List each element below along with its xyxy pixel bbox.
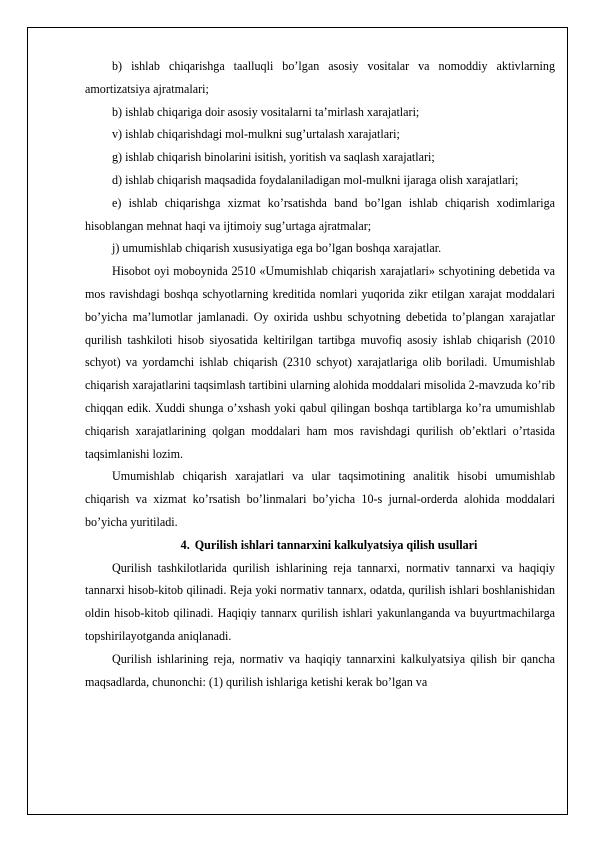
document-body [85,55,555,693]
section-number: 4. [180,537,190,552]
paragraph-analytic-accounting: Umumishlab chiqarish xarajatlari va ular taqsimotining analitik hisobi umumishlab chiqarish va xizmat ko’rsatish bo’linmalari bo’yicha 10-s jurnal-orderda alohida moddalari bo’yicha yuritiladi. [85,469,555,529]
list-item-insurance: v) ishlab chiqarishdagi mol-mulkni sug’urtalash xarajatlari; [112,127,400,142]
list-item-amortization: b) ishlab chiqarishga taalluqli bo’lgan asosiy vositalar va nomoddiy aktivlarning amortizatsiya ajratmalari; [85,59,555,96]
list-item-heating: g) ishlab chiqarish binolarini isitish, yoritish va saqlash xarajatlari; [112,150,435,165]
list-item-wages: e) ishlab chiqarishga xizmat ko’rsatishda band bo’lgan ishlab chiqarish xodimlariga hisoblangan mehnat haqi va ijtimoiy sug’urtaga ajratmalar; [85,195,555,233]
paragraph-calculation-purposes: Qurilish ishlarining reja, normativ va haqiqiy tannarxini kalkulyatsiya qilish bir qancha maqsadlarda, chunonchi: (1) qurilish ishlariga ketishi kerak bo’lgan va [85,651,555,689]
list-item-rent: d) ishlab chiqarish maqsadida foydalaniladigan mol-mulkni ijaraga olish xarajatlari; [112,172,519,187]
paragraph-cost-types: Qurilish tashkilotlarida qurilish ishlarining reja tannarxi, normativ tannarxi va haqiqiy tannarxi hisob-kitob qilinadi. Reja yoki normativ tannarx, odatda, qurilish ishlari boshlanishidan oldin hisob-kitob qilinadi. Haqiqiy tannarx qurilish ishlari yakunlanganda va buyurtmachilarga topshirilayotganda aniqlanadi. [85,560,555,643]
list-item-other: j) umumishlab chiqarish xususiyatiga ega bo’lgan boshqa xarajatlar. [112,241,442,256]
section-heading [85,534,555,557]
list-item-repair: b) ishlab chiqariga doir asosiy vositalarni ta’mirlash xarajatlari; [112,104,420,119]
paragraph-report-month: Hisobot oyi moboynida 2510 «Umumishlab chiqarish xarajatlari» schyotining debetida va mos ravishdagi boshqa schyotlarning kreditida nomlari yuqorida zikr etilgan xarajat moddalari bo’yicha ma’lumotlar jamlanadi. Oy oxirida ushbu schyotning debetida to’plangan xarajatlar qurilish tashkiloti hisob siyosatida keltirilgan tartibga muvofiq asosiy ishlab chiqarish (2010 schyot) va yordamchi ishlab chiqarish (2310 schyot) xarajatlariga olib boriladi. Umumishlab chiqarish xarajatlarini taqsimlash tartibini ularning alohida moddalari misolida 2-mavzuda ko’rib chiqqan edik. Xuddi shunga o’xshash yoki qabul qilingan boshqa tartiblarga ko’ra umumishlab chiqarish xarajatlarining qolgan moddalari ham mos ravishdagi qurilish ob’ektlari o’rtasida taqsimlanishi lozim. [85,264,555,461]
section-title: Qurilish ishlari tannarxini kalkulyatsiya qilish usullari [194,537,478,552]
